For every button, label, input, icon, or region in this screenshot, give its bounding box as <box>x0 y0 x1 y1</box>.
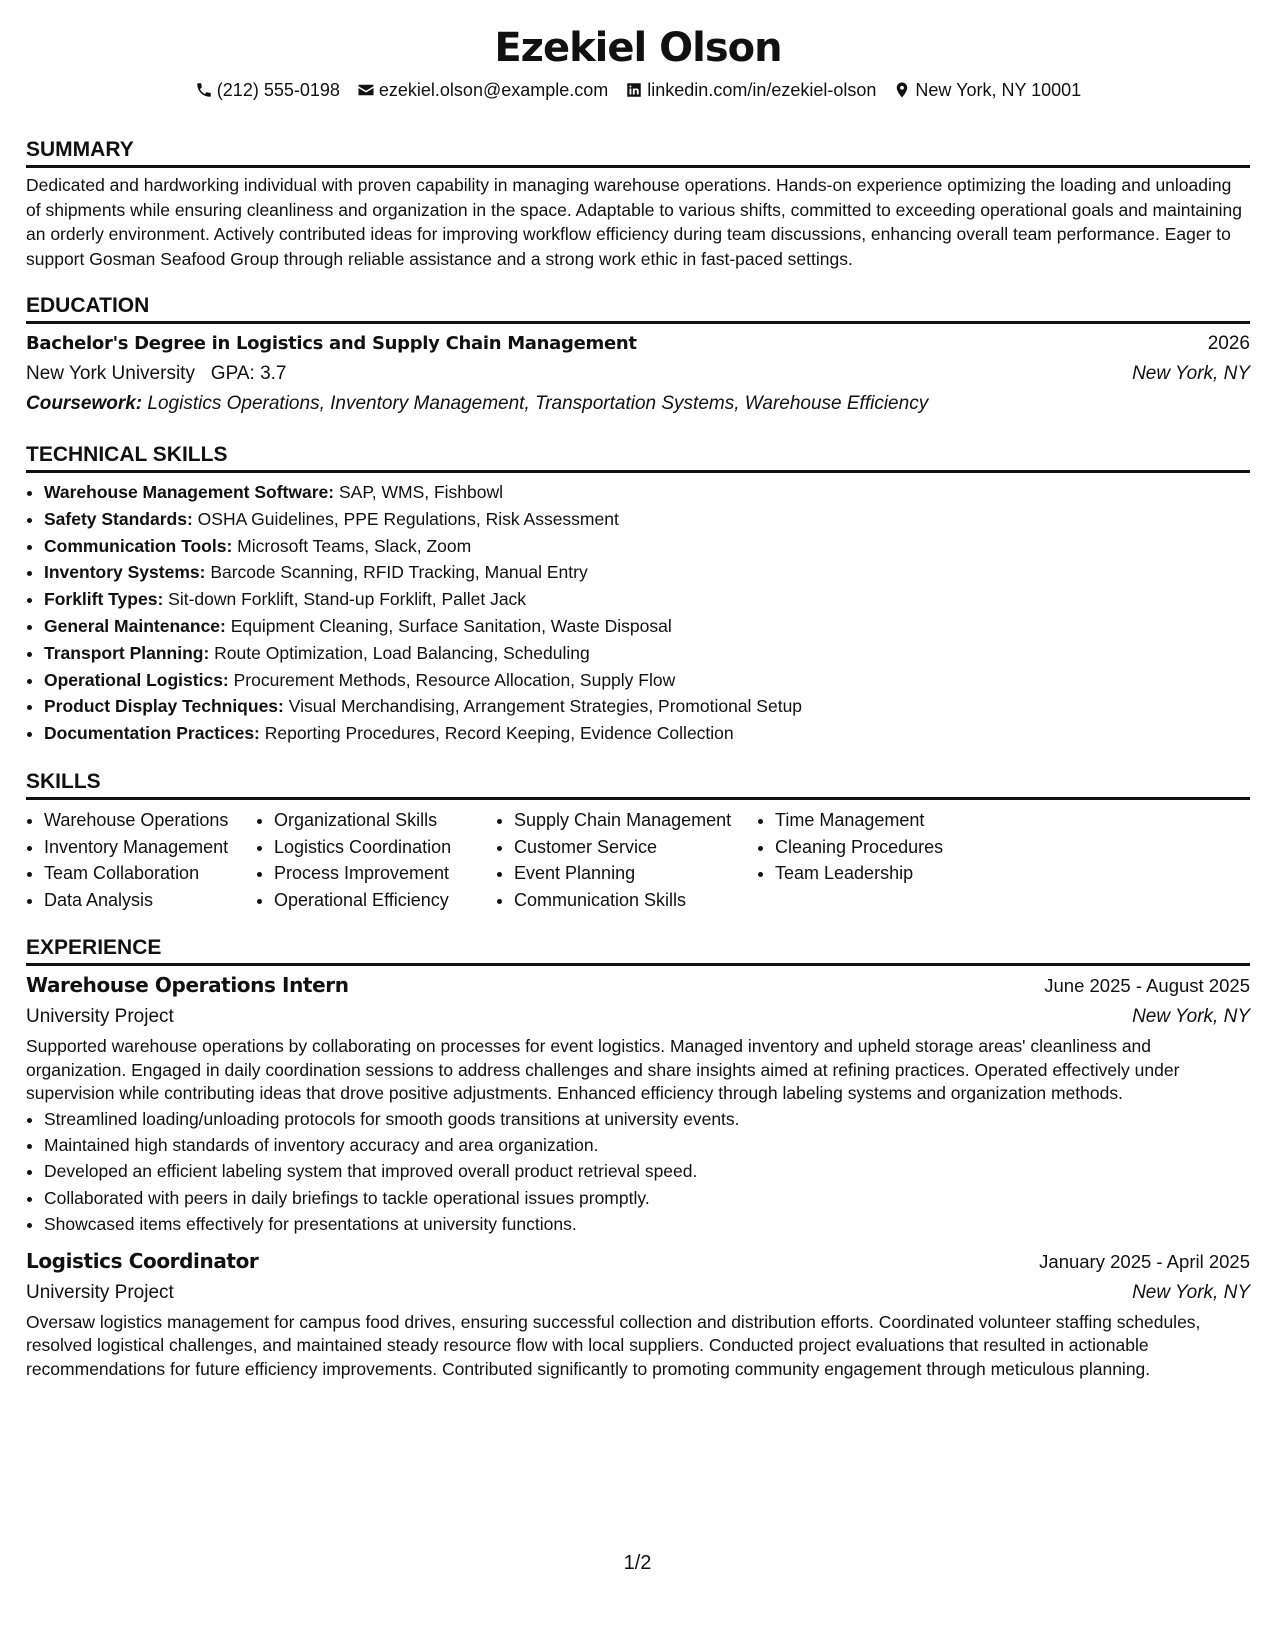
linkedin-icon <box>625 81 643 99</box>
job-title: Logistics Coordinator <box>26 1248 259 1273</box>
education-heading: EDUCATION <box>26 292 1250 324</box>
school-location: New York, NY <box>1132 363 1250 384</box>
skill-values: Reporting Procedures, Record Keeping, Evidence Collection <box>264 723 734 744</box>
list-item: • Developed an efficient labeling system that improved overall product retrieval speed. <box>44 1158 1250 1184</box>
job-location: New York, NY <box>1132 1006 1250 1027</box>
linkedin-link[interactable]: linkedin.com/in/ezekiel-olson <box>647 80 877 100</box>
job-dates: January 2025 - April 2025 <box>1039 1250 1250 1272</box>
coursework-label: Coursework: <box>26 393 143 414</box>
list-item <box>44 559 1250 586</box>
list-item: • Communication Skills <box>514 887 757 914</box>
graduation-year: 2026 <box>1207 333 1250 354</box>
list-item <box>44 693 1250 720</box>
envelope-icon <box>357 81 375 99</box>
experience-heading: EXPERIENCE <box>26 934 1250 966</box>
skill-category: Communication Tools: <box>44 535 233 556</box>
job-title-row <box>26 1245 1250 1278</box>
job-title-row <box>26 969 1250 1002</box>
list-item: • Process Improvement <box>274 860 496 887</box>
list-item: • Collaborated with peers in daily briefings to tackle operational issues promptly. <box>44 1185 1250 1211</box>
skill-category: Operational Logistics: <box>44 669 229 690</box>
job-entry <box>26 1245 1250 1382</box>
skill-category: Forklift Types: <box>44 589 164 610</box>
list-item: • Data Analysis <box>44 887 256 914</box>
gpa: GPA: 3.7 <box>210 363 287 384</box>
list-item <box>44 640 1250 667</box>
list-item: • Warehouse Operations <box>44 807 256 834</box>
skills-column-2 <box>256 807 496 913</box>
technical-skills-section <box>26 441 1250 747</box>
skills-column-3 <box>496 807 757 913</box>
education-school-row <box>26 359 1250 389</box>
job-bullets <box>26 1106 1250 1238</box>
list-item: • Team Leadership <box>775 860 1025 887</box>
contact-location <box>893 78 1081 102</box>
phone-text: (212) 555-0198 <box>216 80 340 100</box>
list-item: • Time Management <box>775 807 1025 834</box>
degree-title: Bachelor's Degree in Logistics and Supply Chain Management <box>26 333 637 354</box>
contact-email[interactable] <box>357 78 608 102</box>
list-item: • Logistics Coordination <box>274 834 496 861</box>
list-item: • Event Planning <box>514 860 757 887</box>
list-item: • Showcased items effectively for presentations at university functions. <box>44 1211 1250 1237</box>
list-item <box>44 720 1250 747</box>
education-section <box>26 292 1250 419</box>
contact-phone <box>195 78 340 102</box>
school-line <box>26 359 286 389</box>
skill-values: Microsoft Teams, Slack, Zoom <box>237 535 472 556</box>
location-text: New York, NY 10001 <box>915 80 1082 100</box>
list-item <box>44 586 1250 613</box>
skills-column-1 <box>26 807 256 913</box>
experience-section <box>26 934 1250 1381</box>
list-item <box>44 613 1250 640</box>
education-degree-row <box>26 329 1250 359</box>
skill-category: General Maintenance: <box>44 615 226 636</box>
job-location: New York, NY <box>1132 1281 1250 1303</box>
page-number: 1/2 <box>623 1552 652 1574</box>
skill-values: SAP, WMS, Fishbowl <box>338 482 504 502</box>
list-item <box>44 479 1250 506</box>
coursework-line <box>26 389 1250 419</box>
skills-column-4 <box>757 807 1025 913</box>
list-item: • Supply Chain Management <box>514 807 757 834</box>
coursework-list: Logistics Operations, Inventory Management, Transportation Systems, Warehouse Efficiency <box>147 393 929 414</box>
list-item: • Streamlined loading/unloading protocols for smooth goods transitions at university events. <box>44 1106 1250 1132</box>
skill-category: Documentation Practices: <box>44 723 260 744</box>
skill-values: Sit-down Forklift, Stand-up Forklift, Pallet Jack <box>168 589 527 610</box>
list-item <box>44 533 1250 560</box>
job-organization: University Project <box>26 1006 174 1027</box>
map-pin-icon <box>893 81 911 99</box>
skill-values: Visual Merchandising, Arrangement Strategies, Promotional Setup <box>288 696 803 717</box>
list-item: • Cleaning Procedures <box>775 834 1025 861</box>
skill-values: Procurement Methods, Resource Allocation, Supply Flow <box>233 669 676 690</box>
skills-heading: SKILLS <box>26 768 1250 800</box>
resume-page <box>26 0 1250 1379</box>
list-item: • Organizational Skills <box>274 807 496 834</box>
list-item: • Operational Efficiency <box>274 887 496 914</box>
list-item: • Customer Service <box>514 834 757 861</box>
job-description: Oversaw logistics management for campus food drives, ensuring successful collection and distribution efforts. Coordinated volunteer staffing schedules, resolved logistical challenges, and maintained steady resource flow with local suppliers. Conducted project evaluations that resulted in actionable recommendations for future efficiency improvements. Contributed significantly to promoting community engagement through meticulous planning. <box>26 1311 1201 1379</box>
skills-section <box>26 768 1250 913</box>
contact-bar <box>26 78 1250 102</box>
skill-category: Product Display Techniques: <box>44 696 284 717</box>
list-item: • Team Collaboration <box>44 860 256 887</box>
list-item <box>44 506 1250 533</box>
job-org-row <box>26 1278 1250 1308</box>
skill-category: Transport Planning: <box>44 642 210 663</box>
list-item: • Maintained high standards of inventory accuracy and area organization. <box>44 1132 1250 1158</box>
job-organization: University Project <box>26 1281 174 1303</box>
contact-linkedin[interactable] <box>625 78 876 102</box>
list-item <box>44 667 1250 694</box>
skill-values: Equipment Cleaning, Surface Sanitation, Waste Disposal <box>230 615 672 636</box>
phone-icon <box>195 81 213 99</box>
job-org-row <box>26 1002 1250 1032</box>
skill-category: Safety Standards: <box>44 508 193 529</box>
skill-category: Inventory Systems: <box>44 562 206 583</box>
summary-section <box>26 136 1250 271</box>
school-name: New York University <box>26 363 195 384</box>
summary-text: Dedicated and hardworking individual with proven capability in managing warehouse operations. Hands-on experience optimizing the loading and unloading of shipments while ensuring cleanliness and organization in the space. Adaptable to various shifts, committed to exceeding operational goals and maintaining an orderly environment. Actively contributed ideas for improving workflow efficiency during team discussions, enhancing overall team performance. Eager to support Gosman Seafood Group through reliable assistance and a strong work ethic in fast-paced settings. <box>26 175 1243 269</box>
technical-skills-heading: TECHNICAL SKILLS <box>26 441 1250 473</box>
job-entry <box>26 969 1250 1238</box>
skill-values: Barcode Scanning, RFID Tracking, Manual Entry <box>210 562 588 583</box>
job-description: Supported warehouse operations by collaborating on processes for event logistics. Managed inventory and upheld storage areas' cleanliness and organization. Engaged in daily coordination sessions to address challenges and share insights aimed at refining practices. Operated effectively under supervision while contributing ideas that drove positive adjustments. Enhanced efficiency through labeling systems and organization methods. <box>26 1036 1180 1103</box>
technical-skills-list <box>26 479 1250 747</box>
skill-values: Route Optimization, Load Balancing, Scheduling <box>214 642 590 663</box>
candidate-name: Ezekiel Olson <box>494 25 782 71</box>
summary-heading: SUMMARY <box>26 136 1250 168</box>
skill-values: OSHA Guidelines, PPE Regulations, Risk Assessment <box>197 508 619 529</box>
job-dates: June 2025 - August 2025 <box>1044 975 1250 996</box>
job-title: Warehouse Operations Intern <box>26 973 349 997</box>
email-link[interactable]: ezekiel.olson@example.com <box>378 80 609 100</box>
skills-grid <box>26 807 1250 913</box>
skill-category: Warehouse Management Software: <box>44 482 335 502</box>
list-item: • Inventory Management <box>44 834 256 861</box>
